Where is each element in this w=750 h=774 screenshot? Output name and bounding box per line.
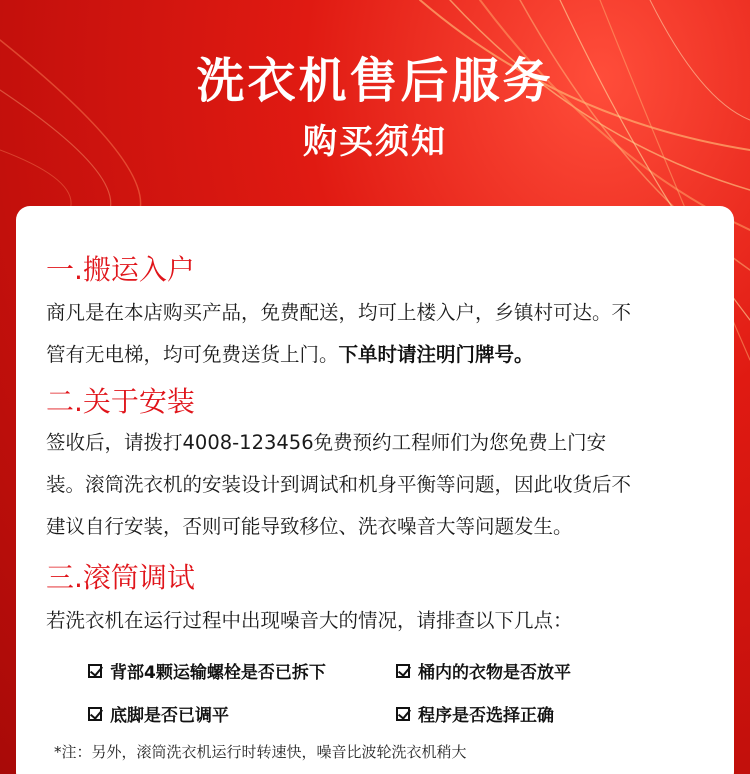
- installation-line-3: 建议自行安装，否则可能导致移位、洗衣噪音大等问题发生。: [46, 515, 573, 538]
- installation-line-2: 装。滚筒洗衣机的安装设计到调试和机身平衡等问题，因此收货后不: [46, 473, 632, 496]
- section-title-delivery: 一.搬运入户: [46, 253, 195, 286]
- footnote: *注：另外，滚筒洗衣机运行时转速快，噪音比波轮洗衣机稍大: [54, 743, 467, 761]
- section-text-debugging: [46, 600, 711, 642]
- checkbox-checked-icon: [396, 707, 410, 721]
- page-subtitle: 购买须知: [303, 122, 447, 162]
- delivery-line-2: [46, 334, 711, 376]
- checkbox-checked-icon: [88, 664, 102, 678]
- checklist-item-label: 背部4颗运输螺栓是否已拆下: [110, 663, 326, 683]
- notice-card: [16, 206, 734, 774]
- delivery-line-1: 商凡是在本店购买产品，免费配送，均可上楼入户，乡镇村可达。不: [46, 301, 632, 324]
- checklist-item-label: 桶内的衣物是否放平: [418, 663, 571, 683]
- delivery-line-2-bold: 下单时请注明门牌号。: [338, 343, 534, 366]
- section-text-installation: [46, 422, 711, 548]
- section-title-installation: 二.关于安装: [46, 385, 195, 418]
- section-text-delivery: [46, 292, 711, 376]
- section-title-debugging: 三.滚筒调试: [46, 561, 195, 594]
- installation-line-1: 签收后，请拨打4008-123456免费预约工程师们为您免费上门安: [46, 431, 607, 454]
- checklist-item: [396, 701, 554, 726]
- checkbox-checked-icon: [88, 707, 102, 721]
- page-title: 洗衣机售后服务: [196, 53, 554, 109]
- delivery-line-2-text: 管有无电梯，均可免费送货上门。: [46, 343, 339, 366]
- checklist-item-label: 程序是否选择正确: [418, 706, 554, 726]
- checkbox-checked-icon: [396, 664, 410, 678]
- debugging-line-1: 若洗衣机在运行过程中出现噪音大的情况，请排查以下几点：: [46, 609, 573, 632]
- checklist-item: [88, 658, 326, 683]
- checklist-item-label: 底脚是否已调平: [110, 706, 229, 726]
- checklist-item: [88, 701, 229, 726]
- checklist-item: [396, 658, 571, 683]
